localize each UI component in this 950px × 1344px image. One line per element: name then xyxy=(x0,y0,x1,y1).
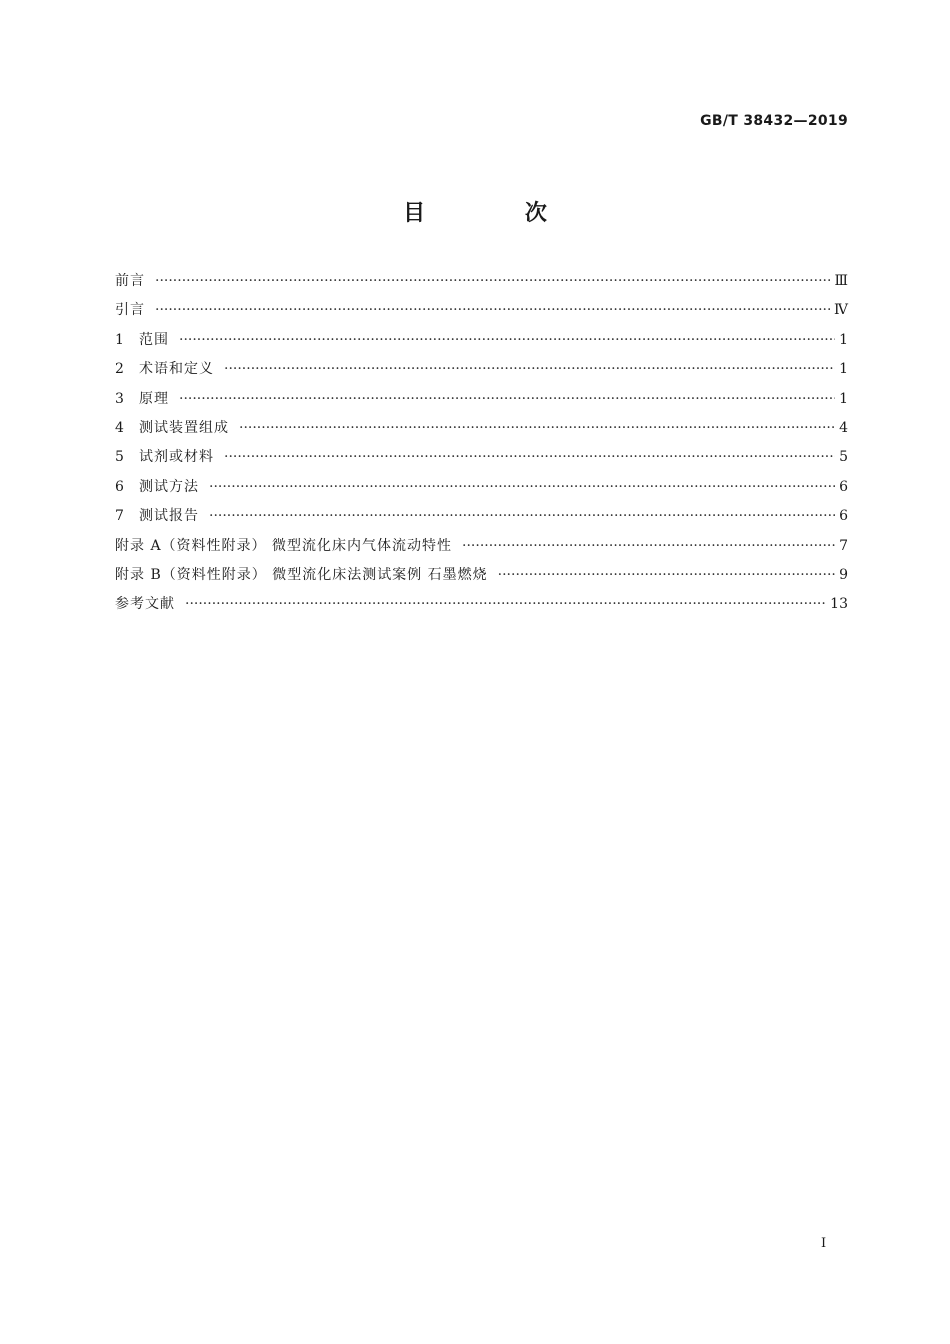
toc-entry-label: 参考文献 xyxy=(115,596,175,613)
toc-entry[interactable] xyxy=(115,417,848,446)
toc-entry-label: 测试报告 xyxy=(139,508,199,525)
toc-entry-label: 试剂或材料 xyxy=(139,449,214,466)
table-of-contents xyxy=(115,270,848,623)
toc-entry-label: 引言 xyxy=(115,302,145,319)
page-number: I xyxy=(821,1236,827,1251)
toc-entry-page: 1 xyxy=(839,331,848,348)
toc-leader-dots xyxy=(155,302,830,318)
toc-leader-dots xyxy=(179,391,835,407)
toc-entry[interactable] xyxy=(115,329,848,358)
toc-leader-dots xyxy=(239,420,835,436)
toc-leader-dots xyxy=(209,508,835,524)
toc-entry[interactable] xyxy=(115,388,848,417)
toc-entry-number: 5 xyxy=(115,449,125,466)
page-title: 目 次 xyxy=(403,201,593,226)
toc-entry-page: 9 xyxy=(839,566,848,583)
toc-entry-number: 4 xyxy=(115,419,125,436)
toc-entry-label: 原理 xyxy=(139,390,169,407)
toc-entry-number: 2 xyxy=(115,361,125,378)
toc-entry-page: 5 xyxy=(839,449,848,466)
toc-entry[interactable] xyxy=(115,535,848,564)
toc-leader-dots xyxy=(209,479,835,495)
toc-leader-dots xyxy=(224,361,835,377)
toc-entry[interactable] xyxy=(115,593,848,622)
standard-number: GB/T 38432—2019 xyxy=(700,113,848,129)
toc-entry-page: 1 xyxy=(839,390,848,407)
toc-leader-dots xyxy=(462,538,835,554)
toc-entry-number: 3 xyxy=(115,390,125,407)
toc-entry-number: 1 xyxy=(115,331,125,348)
toc-entry[interactable] xyxy=(115,476,848,505)
toc-leader-dots xyxy=(179,332,835,348)
toc-entry-label: 前言 xyxy=(115,273,145,289)
toc-entry-page: 7 xyxy=(839,537,848,554)
toc-entry[interactable] xyxy=(115,358,848,387)
toc-entry-page: 6 xyxy=(839,508,848,525)
toc-entry-label: 附录 B（资料性附录） 微型流化床法测试案例 石墨燃烧 xyxy=(115,566,488,583)
toc-entry-page: 4 xyxy=(839,419,848,436)
toc-entry[interactable] xyxy=(115,505,848,534)
toc-leader-dots xyxy=(185,596,826,612)
toc-entry-page: Ⅳ xyxy=(834,302,848,319)
toc-entry-label: 附录 A（资料性附录） 微型流化床内气体流动特性 xyxy=(115,537,453,554)
toc-entry-page: 6 xyxy=(839,478,848,495)
toc-entry-number: 7 xyxy=(115,508,125,525)
toc-entry[interactable] xyxy=(115,564,848,593)
toc-entry-page: Ⅲ xyxy=(834,273,848,289)
toc-entry-page: 13 xyxy=(830,596,848,613)
toc-entry[interactable] xyxy=(115,270,848,299)
toc-leader-dots xyxy=(224,449,835,465)
toc-leader-dots xyxy=(498,567,835,583)
toc-entry-label: 测试方法 xyxy=(139,478,199,495)
toc-entry-number: 6 xyxy=(115,478,125,495)
toc-entry-label: 测试装置组成 xyxy=(139,419,229,436)
toc-entry[interactable] xyxy=(115,446,848,475)
toc-leader-dots xyxy=(155,273,830,289)
toc-entry[interactable] xyxy=(115,299,848,328)
toc-entry-label: 术语和定义 xyxy=(139,361,214,378)
toc-entry-page: 1 xyxy=(839,361,848,378)
toc-entry-label: 范围 xyxy=(139,331,169,348)
